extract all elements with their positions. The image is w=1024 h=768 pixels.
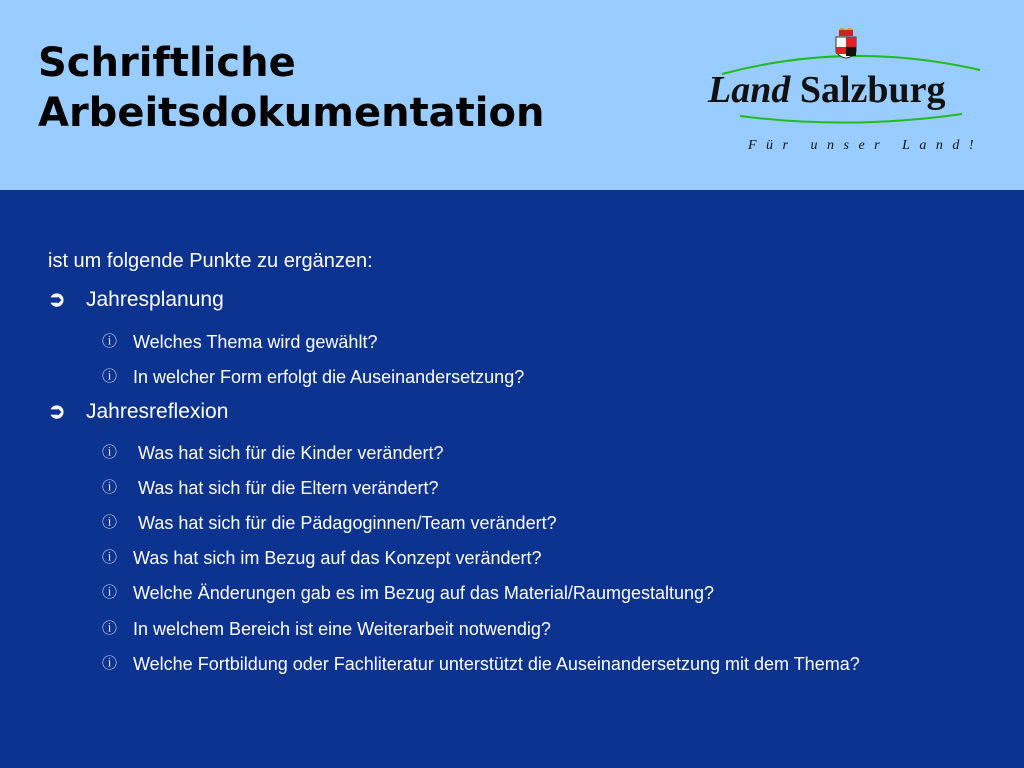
coat-of-arms-icon: [836, 28, 856, 58]
logo-word-land: Land: [708, 69, 791, 111]
title-line-1: Schriftliche: [38, 40, 296, 86]
list-item: [102, 477, 982, 499]
info-bullet-icon: ⓘ: [102, 514, 118, 531]
info-bullet-icon: ⓘ: [102, 620, 118, 637]
slide-header: [0, 0, 1024, 190]
list-item: [102, 582, 982, 604]
arrow-bullet-icon: ➲: [48, 288, 66, 311]
title-line-2: Arbeitsdokumentation: [38, 90, 545, 136]
logo-word-salzburg: Salzburg: [799, 69, 946, 111]
list-item-text: In welchem Bereich ist eine Weiterarbeit notwendig?: [133, 619, 551, 639]
info-bullet-icon: ⓘ: [102, 479, 118, 496]
slide-content: [0, 190, 1024, 768]
list-item: [102, 653, 982, 675]
section-heading: [48, 399, 228, 424]
info-bullet-icon: ⓘ: [102, 368, 118, 385]
list-item-text: Welche Änderungen gab es im Bezug auf das Material/Raumgestaltung?: [133, 583, 715, 603]
section-heading-label: Jahresreflexion: [86, 400, 229, 423]
intro-text: ist um folgende Punkte zu ergänzen:: [48, 250, 373, 272]
list-item-text: Was hat sich für die Pädagoginnen/Team verändert?: [133, 513, 557, 533]
list-item-text: Welche Fortbildung oder Fachliteratur unterstützt die Auseinandersetzung mit dem Thema?: [133, 654, 860, 674]
list-item: [102, 366, 982, 388]
list-item: [102, 512, 982, 534]
list-item: [102, 547, 982, 569]
list-item: [102, 442, 982, 464]
list-item-text: Was hat sich für die Kinder verändert?: [133, 443, 444, 463]
section-heading: [48, 287, 224, 312]
slide-title: [38, 38, 658, 138]
list-item: [102, 331, 982, 353]
arrow-bullet-icon: ➲: [48, 400, 66, 423]
info-bullet-icon: ⓘ: [102, 655, 118, 672]
section-heading-label: Jahresplanung: [86, 288, 224, 311]
land-salzburg-logo: [700, 28, 1000, 163]
info-bullet-icon: ⓘ: [102, 444, 118, 461]
list-item-text: In welcher Form erfolgt die Auseinandersetzung?: [133, 367, 525, 387]
list-item-text: Welches Thema wird gewählt?: [133, 332, 378, 352]
info-bullet-icon: ⓘ: [102, 549, 118, 566]
logo-arc-bottom: [740, 114, 962, 123]
list-item-text: Was hat sich für die Eltern verändert?: [133, 478, 439, 498]
logo-wordmark: [708, 68, 946, 112]
list-item: [102, 618, 982, 640]
logo-slogan: Für unser Land!: [748, 138, 984, 153]
info-bullet-icon: ⓘ: [102, 333, 118, 350]
info-bullet-icon: ⓘ: [102, 584, 118, 601]
list-item-text: Was hat sich im Bezug auf das Konzept verändert?: [133, 548, 542, 568]
